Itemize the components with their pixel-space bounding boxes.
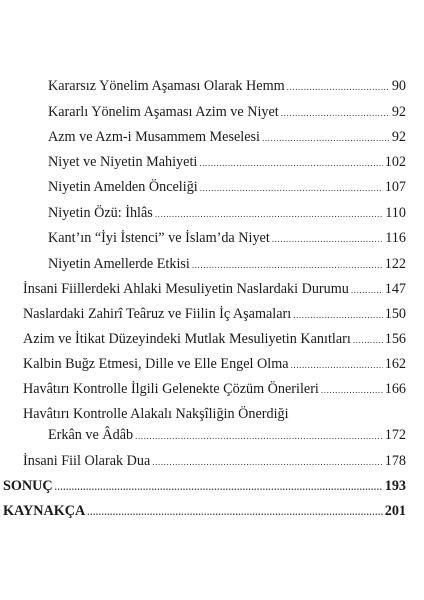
toc-entry[interactable]: [48, 230, 406, 248]
toc-entry-page: 90: [391, 78, 406, 94]
toc-entry[interactable]: [48, 104, 406, 122]
toc-entry-title: KAYNAKÇA: [3, 503, 86, 519]
toc-entry-chapter[interactable]: [3, 478, 406, 496]
toc-entry-page: 102: [384, 154, 406, 170]
toc-entry[interactable]: [48, 205, 406, 223]
toc-entry-page: 116: [385, 230, 406, 246]
dot-leader: [353, 332, 383, 349]
toc-entry[interactable]: [23, 453, 406, 471]
toc-entry-title: Niyetin Özü: İhlâs: [48, 205, 153, 221]
toc-entry-title: Azim ve İtikat Düzeyindeki Mutlak Mesuliyetin Kanıtları: [23, 331, 351, 347]
dot-leader: [155, 206, 383, 223]
toc-entry-title: Niyet ve Niyetin Mahiyeti: [48, 154, 198, 170]
dot-leader: [262, 130, 390, 147]
toc-entry-page: 147: [384, 281, 406, 297]
toc-entry-page: 92: [391, 129, 406, 145]
toc-entry-title: Kararlı Yönelim Aşaması Azim ve Niyet: [48, 104, 279, 120]
toc-entry-chapter[interactable]: [3, 503, 406, 521]
toc-entry-title: İnsani Fiillerdeki Ahlaki Mesuliyetin Naslardaki Durumu: [23, 281, 349, 297]
toc-entry-title: SONUÇ: [3, 478, 53, 494]
dot-leader: [199, 155, 382, 172]
toc-entry-title: Niyetin Amelden Önceliği: [48, 179, 198, 195]
toc-entry[interactable]: [23, 356, 406, 374]
toc-entry-page: 110: [385, 205, 406, 221]
toc-entry-page: 201: [384, 503, 406, 519]
toc-entry-title: Kalbin Buğz Etmesi, Dille ve Elle Engel Olma: [23, 356, 289, 372]
toc-entry-page: 92: [391, 104, 406, 120]
toc-entry-title: Azm ve Azm-i Musammem Meselesi: [48, 129, 260, 145]
toc-entry[interactable]: [23, 331, 406, 349]
dot-leader: [87, 504, 382, 521]
dot-leader: [200, 180, 383, 197]
toc-entry-page: 172: [384, 427, 406, 443]
dot-leader: [281, 105, 390, 122]
toc-entry-page: 150: [384, 306, 406, 322]
dot-leader: [135, 428, 383, 445]
toc-entry-page: 178: [384, 453, 406, 469]
toc-entry[interactable]: [48, 427, 406, 445]
dot-leader: [192, 257, 383, 274]
toc-entry-title: İnsani Fiil Olarak Dua: [23, 453, 151, 469]
dot-leader: [293, 307, 383, 324]
dot-leader: [351, 282, 383, 299]
toc-entry-title: Kararsız Yönelim Aşaması Olarak Hemm: [48, 78, 285, 94]
toc-entry-page: 156: [384, 331, 406, 347]
toc-entry[interactable]: [23, 281, 406, 299]
toc-entry[interactable]: [48, 78, 406, 96]
toc-entry-title: Erkân ve Âdâb: [48, 427, 134, 443]
toc-entry[interactable]: [48, 129, 406, 147]
toc-entry-page: 193: [384, 478, 406, 494]
toc-entry-page: 162: [384, 356, 406, 372]
dot-leader: [55, 479, 383, 496]
dot-leader: [321, 382, 383, 399]
toc-entry-title: Havâtırı Kontrolle İlgili Gelenekte Çözüm Önerileri: [23, 381, 319, 397]
toc-entry[interactable]: [23, 306, 406, 324]
toc-entry-page: 107: [384, 179, 406, 195]
toc-entry[interactable]: [48, 154, 406, 172]
dot-leader: [152, 454, 382, 471]
toc-entry-page: 166: [384, 381, 406, 397]
toc-entry[interactable]: [48, 179, 406, 197]
toc-entry-title-line1: Havâtırı Kontrolle Alakalı Nakşîliğin Önerdiği: [23, 406, 289, 422]
toc-entry-title: Naslardaki Zahirî Teâruz ve Fiilin İç Aşamaları: [23, 306, 292, 322]
toc-entry-title: Kant’ın “İyi İstenci” ve İslam’da Niyet: [48, 230, 270, 246]
toc-entry-page: 122: [384, 256, 406, 272]
dot-leader: [287, 79, 390, 96]
toc-entry[interactable]: [23, 381, 406, 399]
toc-entry[interactable]: [48, 256, 406, 274]
toc-entry-title: Niyetin Amellerde Etkisi: [48, 256, 190, 272]
dot-leader: [272, 231, 383, 248]
dot-leader: [291, 357, 383, 374]
